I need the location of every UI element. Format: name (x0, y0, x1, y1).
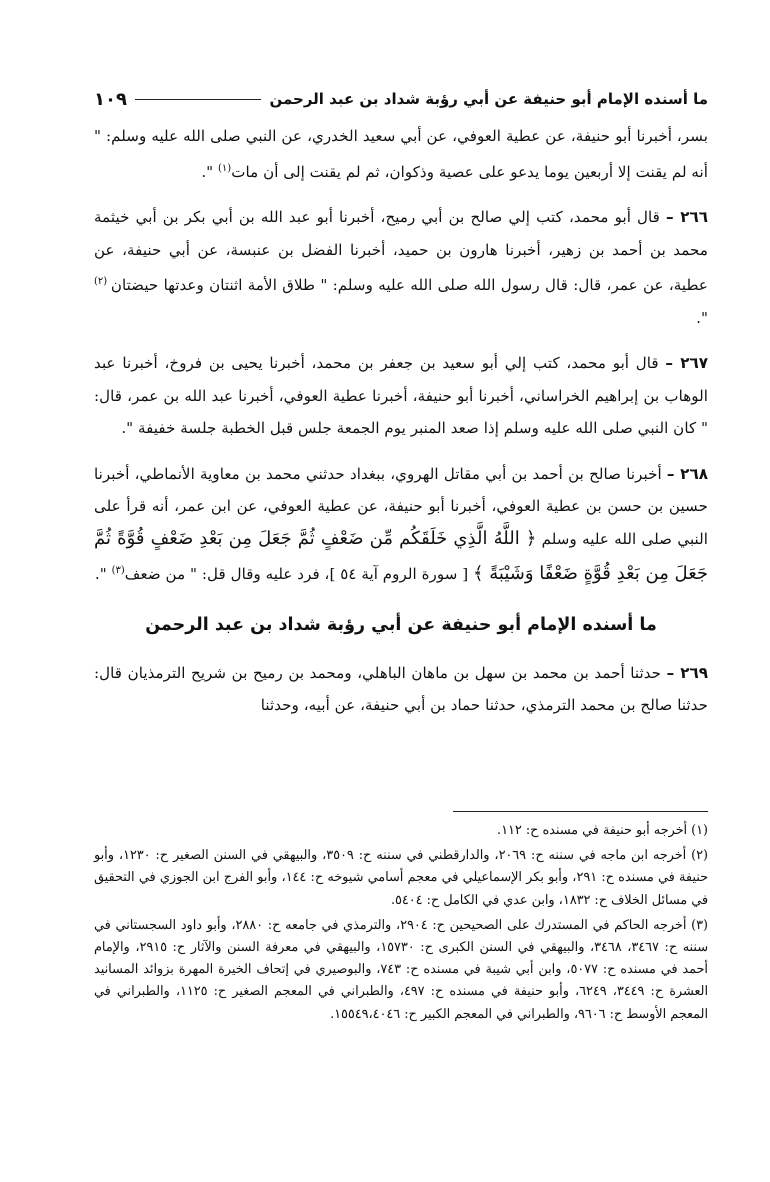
hadith-text: قال أبو محمد، كتب إلي صالح بن أبي رميح، أخبرنا أبو عبد الله بن أبي بكر بن أبي خيثمة محمد بن أحمد بن زهير، أخبرنا هارون بن حميد، أخبرنا الفضل بن عنبسة، عن أبي حنيفة، عن عطية، عن عمر، قال: قال رسول الله صلى الله عليه وسلم: " طلاق الأمة اثنتان وعدتها حيضتان (94, 208, 708, 295)
footnote-separator (453, 811, 708, 812)
hadith-tail: ". (94, 565, 112, 584)
hadith-266 (94, 201, 708, 334)
hadith-269 (94, 657, 708, 722)
footnote-marker: (٣) (111, 565, 125, 577)
hadith-number: ٢٦٦ – (666, 208, 708, 227)
paragraph-text: بسر، أخبرنا أبو حنيفة، عن عطية العوفي، عن أبي سعيد الخدري، عن النبي صلى الله عليه وسلم: " أنه لم يقنت إلا أربعين يوما يدعو على عصية وذكوان، ثم لم يقنت إلى أن مات (94, 127, 708, 181)
paragraph-continuation (94, 120, 708, 188)
hadith-268 (94, 458, 708, 591)
hadith-text: أخبرنا صالح بن أحمد بن أبي مقاتل الهروي، ببغداد حدثني محمد بن معاوية الأنماطي، أخبرنا حسين بن حسن بن عطية العوفي، أخبرنا أبو حنيفة، عن عطية العوفي، عن ابن عمر، أنه قرأ على النبي صلى الله عليه وسلم (94, 464, 708, 548)
footnote-marker: (١) (218, 162, 232, 174)
section-heading: ما أسنده الإمام أبو حنيفة عن أبي رؤبة شداد بن عبد الرحمن (145, 614, 657, 635)
hadith-number: ٢٦٨ – (666, 464, 708, 483)
header-rule (135, 99, 262, 100)
header-title: ما أسنده الإمام أبو حنيفة عن أبي رؤبة شداد بن عبد الرحمن (269, 90, 708, 108)
main-text (94, 120, 708, 722)
hadith-number: ٢٦٧ – (665, 354, 708, 373)
running-header (94, 84, 708, 114)
hadith-text: حدثنا أحمد بن محمد بن سهل بن ماهان الباهلي، ومحمد بن رميح بن شريح الترمذيان قال: حدثنا صالح بن محمد الترمذي، حدثنا حماد بن أبي حنيفة، عن أبيه، وحدثنا (94, 663, 708, 715)
footnotes (94, 820, 708, 1029)
paragraph-tail: ". (201, 162, 219, 181)
hadith-tail: ". (696, 308, 708, 327)
footnote-marker: (٢) (94, 276, 111, 288)
footnote-3: (٣) أخرجه الحاكم في المستدرك على الصحيحين ح: ٢٩٠٤، والترمذي في جامعه ح: ٢٨٨٠، وأبو داود السجستاني في سننه ح: ٣٤٦٧، ٣٤٦٨، والبيهقي في السنن الكبرى ح: ١٥٧٣٠، والبيهقي في معرفة السنن والآثار ح: ٢٩١٥، والإمام أحمد في مسنده ح: ٥٠٧٧، وابن أبي شيبة في مسنده ح: ٧٤٣، والبوصيري في إتحاف الخيرة المهرة بزوائد المسانيد العشرة ح: ٣٤٤٩، ٦٢٤٩، وأبو حنيفة في مسنده ح: ٤٩٧، والطبراني في المعجم الصغير ح: ١١٢٥، والطبراني في المعجم الأوسط ح: ٩٦٠٦، والطبراني في المعجم الكبير ح: ١٥٥٤٩،٤٠٤٦. (94, 917, 709, 1022)
quran-verse: ﴿ اللَّهُ الَّذِي خَلَقَكُم مِّن ضَعْفٍ ثُمَّ جَعَلَ مِن بَعْدِ ضَعْفٍ قُوَّةً ثُمَّ جَعَلَ مِن بَعْدِ قُوَّةٍ ضَعْفًا وَشَيْبَةً ﴾ (94, 527, 708, 585)
footnote-2: (٢) أخرجه ابن ماجه في سننه ح: ٢٠٦٩، والدارقطني في سننه ح: ٣٥٠٩، والبيهقي في السنن الصغير ح: ١٢٣٠، وأبو حنيفة في مسنده ح: ٢٩١، وأبو بكر الإسماعيلي في معجم أسامي شيوخه ح: ١٤٤، وأبو الفرج ابن الجوزي في التحقيق في مسائل الخلاف ح: ١٨٣٢، وابن عدي في الكامل ح: ٥٤٠٤. (94, 848, 709, 908)
hadith-text: قال أبو محمد، كتب إلي أبو سعيد بن جعفر بن محمد، أخبرنا يحيى بن فروخ، أخبرنا عبد الوهاب بن إبراهيم الخراساني، أخبرنا أبو حنيفة، أخبرنا عطية العوفي، أخبرنا عبد الله بن عمر، قال: " كان النبي صلى الله عليه وسلم إذا صعد المنبر يوم الجمعة جلس قبل الخطبة جلسة خفيفة ". (94, 354, 708, 438)
hadith-text-after: [ سورة الروم آية ٥٤ ]، فرد عليه وقال قل: " من ضعف (124, 565, 474, 584)
hadith-267 (94, 347, 708, 445)
page-number: ١٠٩ (94, 88, 127, 110)
hadith-number: ٢٦٩ – (666, 663, 708, 682)
footnote-1: (١) أخرجه أبو حنيفة في مسنده ح: ١١٢. (497, 823, 708, 838)
